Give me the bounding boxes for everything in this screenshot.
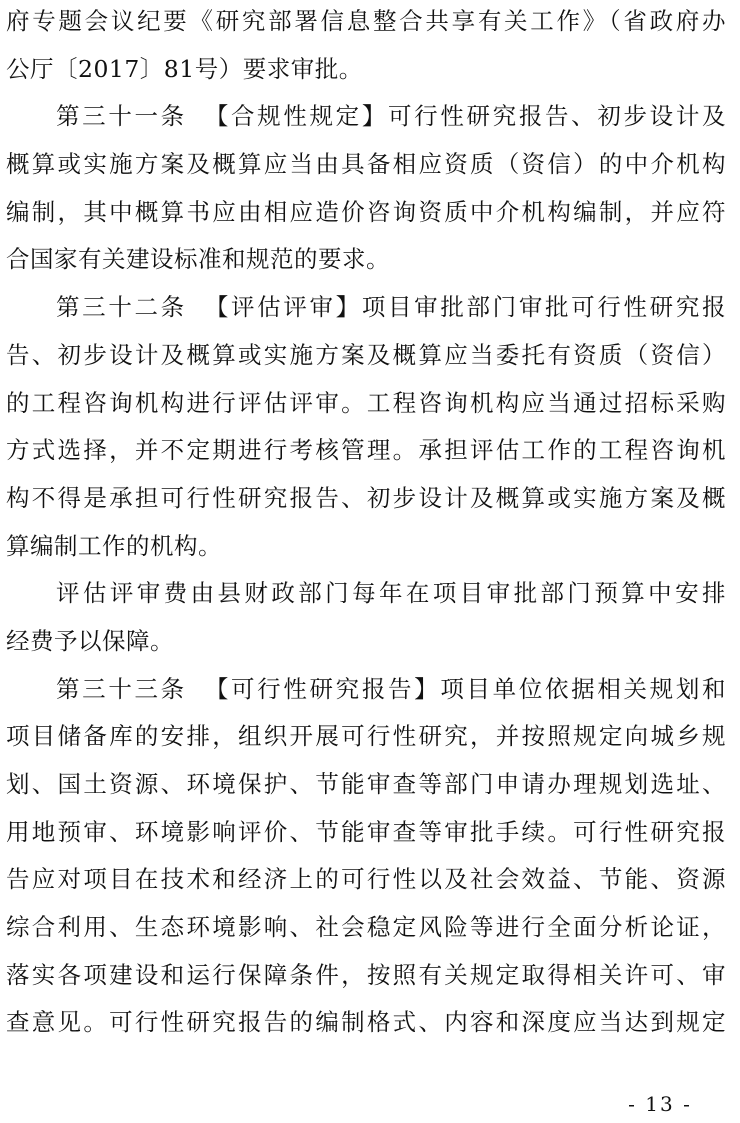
- text-line: 方式选择，并不定期进行考核管理。承担评估工作的工程咨询机: [6, 436, 726, 465]
- text-line: 项目储备库的安排，组织开展可行性研究，并按照规定向城乡规: [6, 722, 726, 751]
- text-line: [6, 93, 726, 141]
- text-line: 查意见。可行性研究报告的编制格式、内容和深度应当达到规定: [6, 1008, 726, 1037]
- article-33: [6, 666, 726, 1048]
- text-line: 评估评审费由县财政部门每年在项目审批部门预算中安排: [56, 579, 726, 608]
- article-31-first-line: 【合规性规定】可行性研究报告、初步设计及: [204, 102, 727, 131]
- intro-paragraph: [6, 0, 726, 93]
- text-line: 经费予以保障。: [6, 626, 174, 655]
- text-line: 告应对项目在技术和经济上的可行性以及社会效益、节能、资源: [6, 865, 726, 894]
- article-33-heading: 第三十三条: [56, 674, 187, 703]
- text-line: [6, 666, 726, 714]
- article-32-heading: 第三十二条: [56, 293, 187, 322]
- text-line: 概算或实施方案及概算应当由具备相应资质（资信）的中介机构: [6, 150, 726, 179]
- article-31: [6, 93, 726, 284]
- text-line: [6, 284, 726, 332]
- document-body: [6, 0, 726, 1047]
- text-line: 算编制工作的机构。: [6, 531, 222, 560]
- text-line: 划、国土资源、环境保护、节能审查等部门申请办理规划选址、: [6, 770, 726, 798]
- text-line: 编制，其中概算书应由相应造价咨询资质中介机构编制，并应符: [6, 197, 726, 226]
- article-33-first-line: 【可行性研究报告】项目单位依据相关规划和: [204, 674, 727, 703]
- text-line: 告、初步设计及概算或实施方案及概算应当委托有资质（资信）: [6, 340, 726, 369]
- article-32: [6, 284, 726, 570]
- text-line: 府专题会议纪要《研究部署信息整合共享有关工作》（省政府办: [6, 7, 726, 35]
- page-number: - 13 -: [628, 1092, 692, 1116]
- text-line: 合国家有关建设标准和规范的要求。: [6, 245, 390, 274]
- text-line: 构不得是承担可行性研究报告、初步设计及概算或实施方案及概: [6, 483, 726, 512]
- text-line: 公厅〔2017〕81号）要求审批。: [6, 54, 363, 83]
- text-line: 用地预审、环境影响评价、节能审查等审批手续。可行性研究报: [6, 817, 726, 846]
- article-31-heading: 第三十一条: [56, 102, 187, 131]
- fee-paragraph: [6, 570, 726, 665]
- article-32-first-line: 【评估评审】项目审批部门审批可行性研究报: [204, 293, 727, 322]
- text-line: 综合利用、生态环境影响、社会稳定风险等进行全面分析论证，: [6, 913, 726, 942]
- text-line: 落实各项建设和运行保障条件，按照有关规定取得相关许可、审: [6, 960, 726, 989]
- text-line: 的工程咨询机构进行评估评审。工程咨询机构应当通过招标采购: [6, 388, 726, 417]
